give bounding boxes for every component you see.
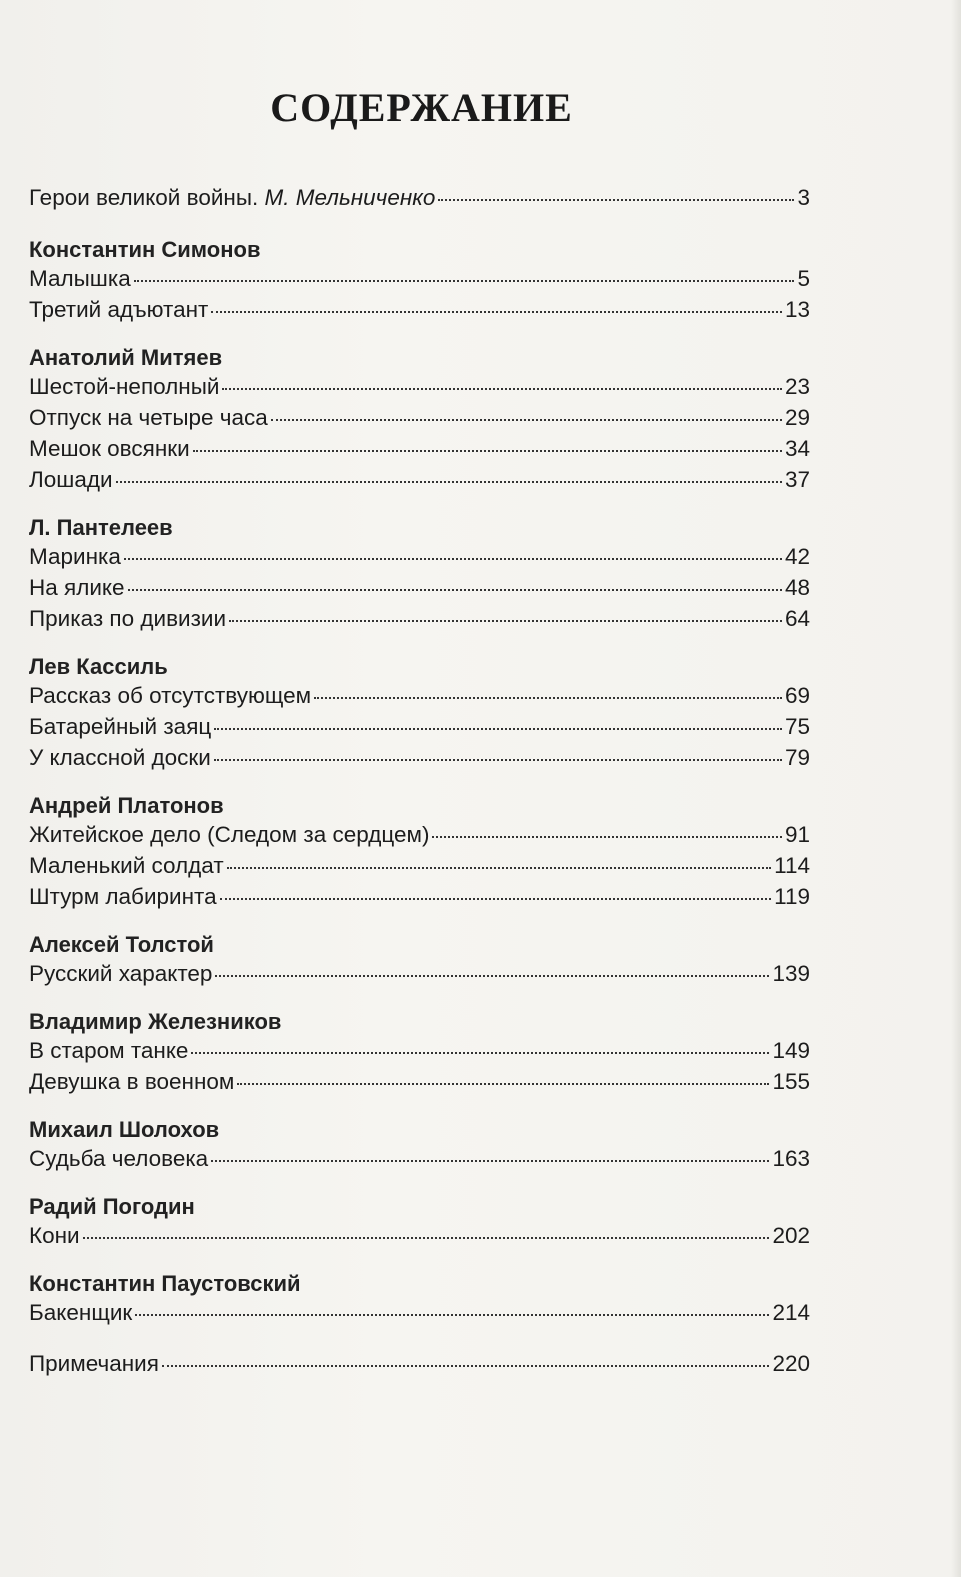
toc-entry-title: Девушка в военном [29, 1069, 235, 1094]
toc-entry [29, 881, 810, 912]
dot-leader [116, 481, 782, 483]
toc-entry-page: 114 [774, 853, 810, 878]
toc-entry-page: 3 [797, 185, 810, 210]
toc-entry-page: 139 [772, 961, 810, 986]
dot-leader [211, 311, 782, 313]
toc-entry-title: Батарейный заяц [29, 714, 212, 739]
toc-author-section [29, 237, 810, 325]
toc-entry-title: Лошади [29, 467, 113, 492]
table-of-contents [29, 182, 810, 1399]
toc-sections [29, 237, 810, 1328]
toc-entry-page: 23 [784, 374, 810, 399]
author-heading: Радий Погодин [29, 1194, 195, 1219]
author-heading: Андрей Платонов [29, 793, 224, 818]
toc-entry-page: 79 [784, 745, 810, 770]
toc-entry [29, 958, 810, 989]
dot-leader [214, 759, 782, 761]
toc-entry-title [29, 182, 435, 213]
dot-leader [432, 836, 781, 838]
dot-leader [124, 558, 782, 560]
toc-entry [29, 1220, 810, 1251]
toc-entry [29, 371, 810, 402]
toc-entry-page: 5 [797, 266, 810, 291]
toc-entry-title: Маленький солдат [29, 853, 224, 878]
dot-leader [229, 620, 782, 622]
toc-notes-section [29, 1348, 810, 1379]
dot-leader [191, 1052, 769, 1054]
toc-entry [29, 850, 810, 881]
intro-title-text: Герои великой войны. [29, 185, 265, 210]
toc-entry-page: 75 [784, 714, 810, 739]
toc-author-section [29, 1117, 810, 1174]
toc-entry-title: Кони [29, 1223, 80, 1248]
toc-author-section [29, 793, 810, 912]
dot-leader [134, 280, 795, 282]
toc-entry [29, 433, 810, 464]
toc-entry-title: Бакенщик [29, 1300, 133, 1325]
dot-leader [214, 728, 782, 730]
toc-entry [29, 541, 810, 572]
toc-entry-page: 119 [774, 884, 810, 909]
toc-entry [29, 603, 810, 634]
dot-leader [222, 388, 782, 390]
dot-leader [227, 867, 771, 869]
author-heading: Константин Симонов [29, 237, 261, 262]
toc-entry [29, 742, 810, 773]
toc-entry-page: 163 [772, 1146, 810, 1171]
toc-entry-page: 64 [784, 606, 810, 631]
author-heading: Анатолий Митяев [29, 345, 223, 370]
intro-author-text: М. Мельниченко [264, 185, 436, 210]
toc-entry-title: Примечания [29, 1351, 159, 1376]
toc-entry-title: Отпуск на четыре часа [29, 405, 268, 430]
author-heading: Михаил Шолохов [29, 1117, 220, 1142]
toc-entry-page: 149 [772, 1038, 810, 1063]
toc-entry-title: Мешок овсянки [29, 436, 190, 461]
toc-entry [29, 294, 810, 325]
toc-entry [29, 263, 810, 294]
toc-author-section [29, 1009, 810, 1097]
toc-entry [29, 1297, 810, 1328]
dot-leader [220, 898, 772, 900]
toc-entry-page: 69 [784, 683, 810, 708]
toc-entry [29, 1066, 810, 1097]
toc-entry-intro [29, 182, 810, 213]
author-heading: Константин Паустовский [29, 1271, 301, 1296]
toc-author-section [29, 515, 810, 634]
toc-author-section [29, 1271, 810, 1328]
toc-entry-page: 29 [784, 405, 810, 430]
author-heading: Л. Пантелеев [29, 515, 173, 540]
dot-leader [83, 1237, 770, 1239]
author-heading: Алексей Толстой [29, 932, 214, 957]
toc-entry-page: 155 [772, 1069, 810, 1094]
toc-entry-page: 202 [772, 1223, 810, 1248]
author-heading: Лев Кассиль [29, 654, 168, 679]
toc-entry-title: Штурм лабиринта [29, 884, 217, 909]
dot-leader [271, 419, 782, 421]
toc-entry-title: Рассказ об отсутствующем [29, 683, 312, 708]
toc-entry [29, 402, 810, 433]
toc-entry-title: Третий адъютант [29, 297, 209, 322]
toc-entry-title: Судьба человека [29, 1146, 209, 1171]
toc-entry-title: Шестой-неполный [29, 374, 220, 399]
toc-entry-title: Приказ по дивизии [29, 606, 227, 631]
toc-author-section [29, 345, 810, 495]
toc-intro-section [29, 182, 810, 213]
toc-entry-page: 37 [784, 467, 810, 492]
toc-entry [29, 572, 810, 603]
toc-entry-title: У классной доски [29, 745, 211, 770]
toc-author-section [29, 932, 810, 989]
toc-author-section [29, 654, 810, 773]
toc-entry-page: 220 [772, 1351, 810, 1376]
toc-entry-title: Русский характер [29, 961, 213, 986]
toc-entry-page: 42 [784, 544, 810, 569]
author-heading: Владимир Железников [29, 1009, 282, 1034]
toc-entry-page: 34 [784, 436, 810, 461]
dot-leader [162, 1365, 770, 1367]
toc-entry [29, 711, 810, 742]
dot-leader [237, 1083, 769, 1085]
toc-entry-page: 91 [784, 822, 810, 847]
toc-entry [29, 680, 810, 711]
dot-leader [314, 697, 782, 699]
toc-entry [29, 1143, 810, 1174]
toc-entry-title: В старом танке [29, 1038, 189, 1063]
toc-entry-title: Маринка [29, 544, 121, 569]
dot-leader [135, 1314, 769, 1316]
dot-leader [193, 450, 782, 452]
dot-leader [438, 199, 794, 201]
toc-entry-page: 13 [784, 297, 810, 322]
toc-entry-title: Малышка [29, 266, 131, 291]
toc-entry-notes [29, 1348, 810, 1379]
toc-entry [29, 464, 810, 495]
dot-leader [211, 1160, 769, 1162]
toc-entry-title: На ялике [29, 575, 125, 600]
toc-entry [29, 819, 810, 850]
toc-entry-page: 48 [784, 575, 810, 600]
page-edge-shadow [951, 0, 961, 1577]
toc-entry-title: Житейское дело (Следом за сердцем) [29, 822, 430, 847]
page-title: СОДЕРЖАНИЕ [270, 85, 573, 130]
toc-entry [29, 1035, 810, 1066]
dot-leader [128, 589, 782, 591]
toc-entry-page: 214 [772, 1300, 810, 1325]
dot-leader [215, 975, 769, 977]
toc-author-section [29, 1194, 810, 1251]
